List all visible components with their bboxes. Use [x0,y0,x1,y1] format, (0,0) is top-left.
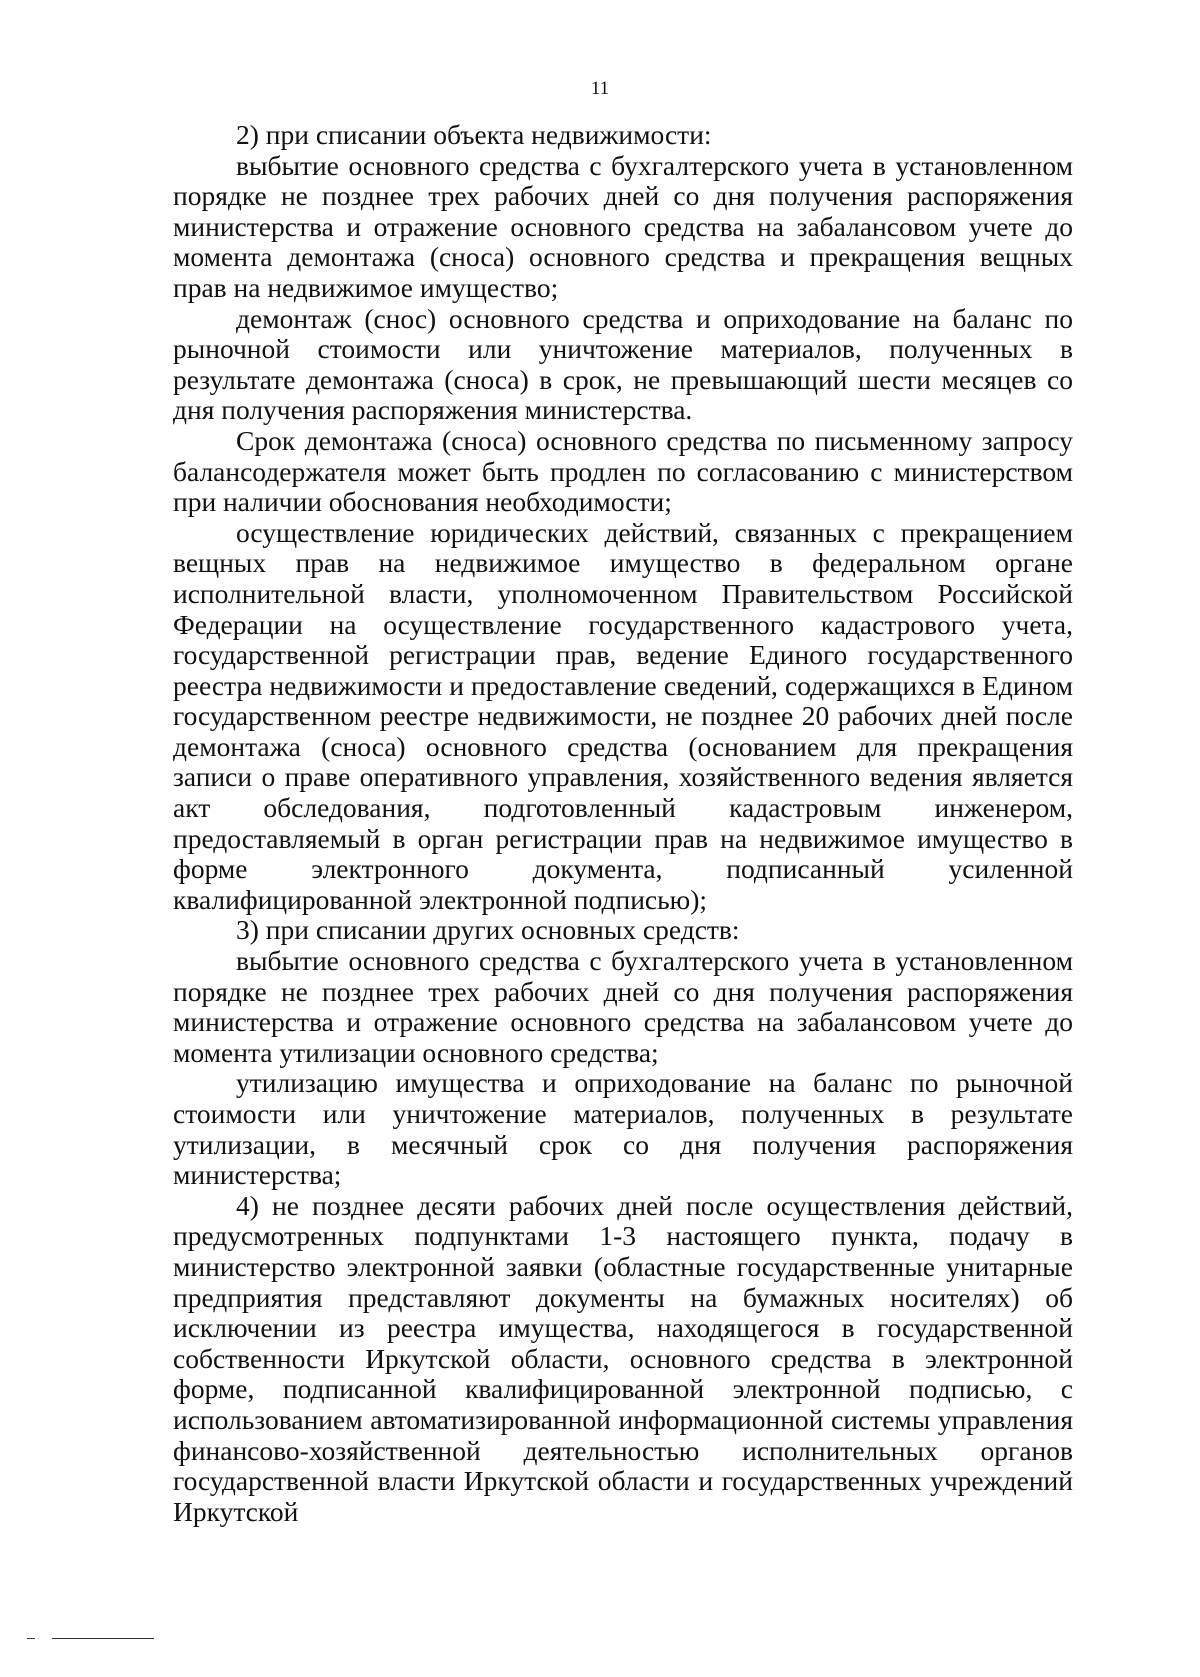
paragraph: 3) при списании других основных средств: [236,914,740,946]
paragraph: выбытие основного средства с бухгалтерского учета в установленном порядке не позднее трех рабочих дней со дня получения распоряжения министерства и отражение основного средства на забалансовом учете до момента утилизации основного средства; [173,945,1073,1068]
body-text [173,120,1073,1527]
paragraph: выбытие основного средства с бухгалтерского учета в установленном порядке не позднее трех рабочих дней со дня получения распоряжения министерства и отражение основного средства на забалансовом учете до момента демонтажа (сноса) основного средства и прекращения вещных прав на недвижимое имущество; [173,149,1073,303]
page-number: 11 [590,78,610,99]
footer-divider [90,1638,154,1639]
footer-divider [27,1638,35,1639]
paragraph: Срок демонтажа (сноса) основного средства по письменному запросу балансодержателя может быть продлен по согласованию с министерством при наличии обоснования необходимости; [173,424,1073,518]
paragraph: 2) при списании объекта недвижимости: [236,119,712,150]
paragraph: утилизацию имущества и оприходование на баланс по рыночной стоимости или уничтожение материалов, полученных в результате утилизации, в месячный срок со дня получения распоряжения министерства; [173,1067,1073,1191]
paragraph: осуществление юридических действий, связанных с прекращением вещных прав на недвижимое имущество в федеральном органе исполнительной власти, уполномоченном Правительством Российской Федерации на осуществление государственного кадастрового учета, государственной регистрации прав, ведение Единого государственного реестра недвижимости и предоставление сведений, содержащихся в Едином государственном реестре недвижимости, не позднее 20 рабочих дней после демонтажа (сноса) основного средства (основанием для прекращения записи о праве оперативного управления, хозяйственного ведения является акт обследования, подготовленный кадастровым инженером, предоставляемый в орган регистрации прав на недвижимое имущество в форме электронного документа, подписанный усиленной квалифицированной электронной подписью); [173,516,1073,915]
paragraph: демонтаж (снос) основного средства и оприходование на баланс по рыночной стоимости или уничтожение материалов, полученных в результате демонтажа (сноса) в срок, не превышающий шести месяцев со дня получения распоряжения министерства. [173,302,1073,426]
paragraph: 4) не позднее десяти рабочих дней после осуществления действий, предусмотренных подпунктами 1-3 настоящего пункта, подачу в министерство электронной заявки (областные государственные унитарные предприятия представляют документы на бумажных носителях) об исключении из реестра имущества, находящегося в государственной собственности Иркутской области, основного средства в электронной форме, подписанной квалифицированной электронной подписью, с использованием автоматизированной информационной системы управления финансово-хозяйственной деятельностью исполнительных органов государственной власти Иркутской области и государственных учреждений Иркутской [173,1189,1073,1527]
